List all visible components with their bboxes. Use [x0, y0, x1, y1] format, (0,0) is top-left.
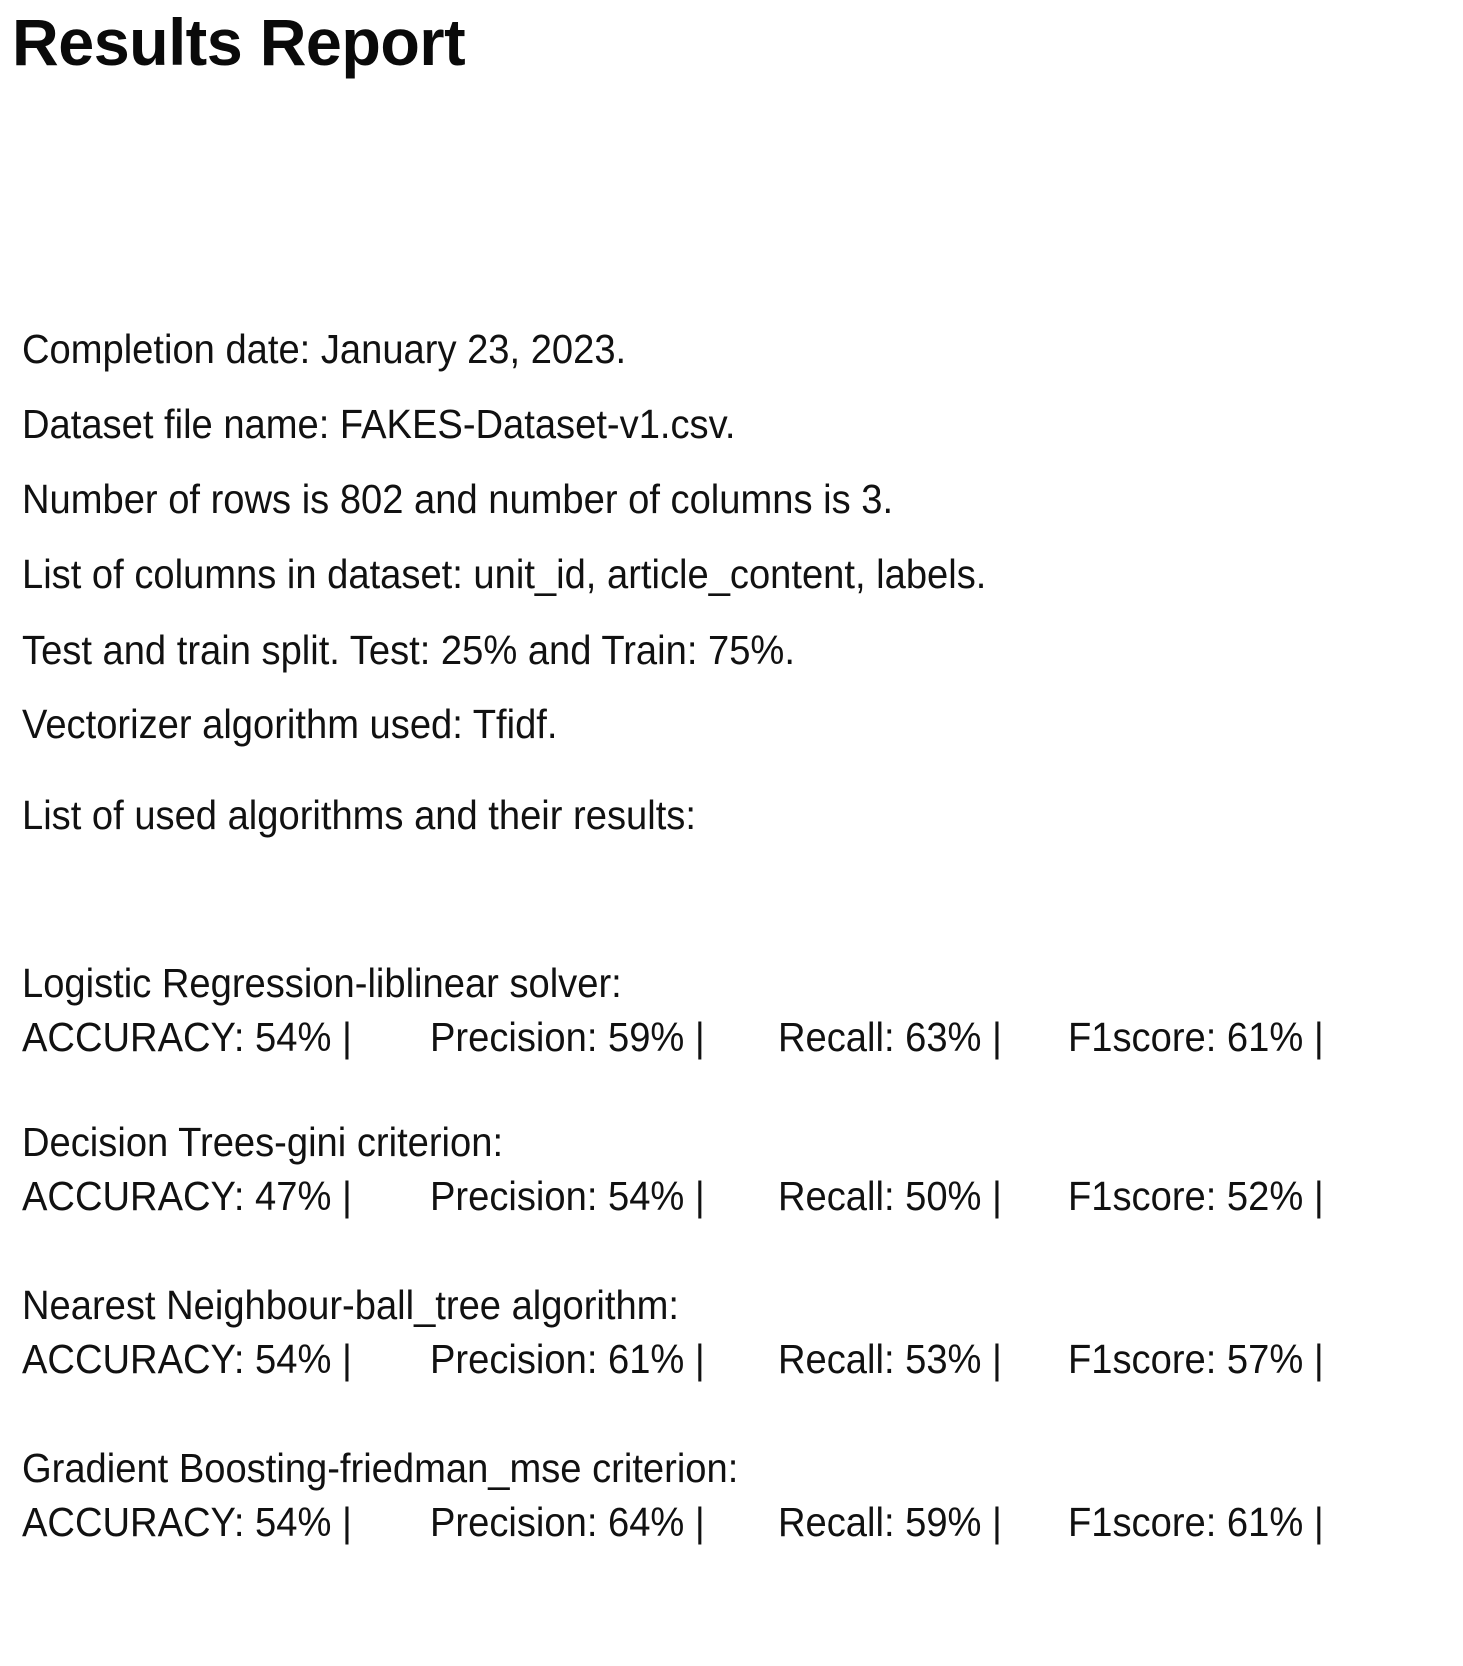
f1score-value: F1score: 61% |: [1068, 1499, 1324, 1545]
recall-value: Recall: 59% |: [778, 1499, 1002, 1545]
f1score-value: F1score: 57% |: [1068, 1336, 1324, 1382]
f1score-value: F1score: 61% |: [1068, 1014, 1324, 1060]
train-test-split: Test and train split. Test: 25% and Train: 75%.: [22, 627, 795, 673]
precision-value: Precision: 61% |: [430, 1336, 705, 1382]
f1score-value: F1score: 52% |: [1068, 1173, 1324, 1219]
algorithm-name: Decision Trees-gini criterion:: [22, 1119, 504, 1165]
report-title: Results Report: [12, 5, 466, 79]
precision-value: Precision: 59% |: [430, 1014, 705, 1060]
algorithm-name: Nearest Neighbour-ball_tree algorithm:: [22, 1282, 680, 1328]
algorithm-name: Logistic Regression-liblinear solver:: [22, 960, 622, 1006]
recall-value: Recall: 53% |: [778, 1336, 1002, 1382]
accuracy-value: ACCURACY: 47% |: [22, 1173, 352, 1219]
algorithms-heading: List of used algorithms and their results:: [22, 792, 696, 838]
recall-value: Recall: 50% |: [778, 1173, 1002, 1219]
accuracy-value: ACCURACY: 54% |: [22, 1499, 352, 1545]
vectorizer-algorithm: Vectorizer algorithm used: Tfidf.: [22, 701, 558, 747]
dataset-file-name: Dataset file name: FAKES-Dataset-v1.csv.: [22, 401, 736, 447]
recall-value: Recall: 63% |: [778, 1014, 1002, 1060]
columns-list: List of columns in dataset: unit_id, article_content, labels.: [22, 551, 987, 597]
accuracy-value: ACCURACY: 54% |: [22, 1014, 352, 1060]
precision-value: Precision: 64% |: [430, 1499, 705, 1545]
completion-date: Completion date: January 23, 2023.: [22, 326, 627, 372]
precision-value: Precision: 54% |: [430, 1173, 705, 1219]
rows-columns-count: Number of rows is 802 and number of columns is 3.: [22, 476, 894, 522]
algorithm-name: Gradient Boosting-friedman_mse criterion:: [22, 1445, 739, 1491]
accuracy-value: ACCURACY: 54% |: [22, 1336, 352, 1382]
